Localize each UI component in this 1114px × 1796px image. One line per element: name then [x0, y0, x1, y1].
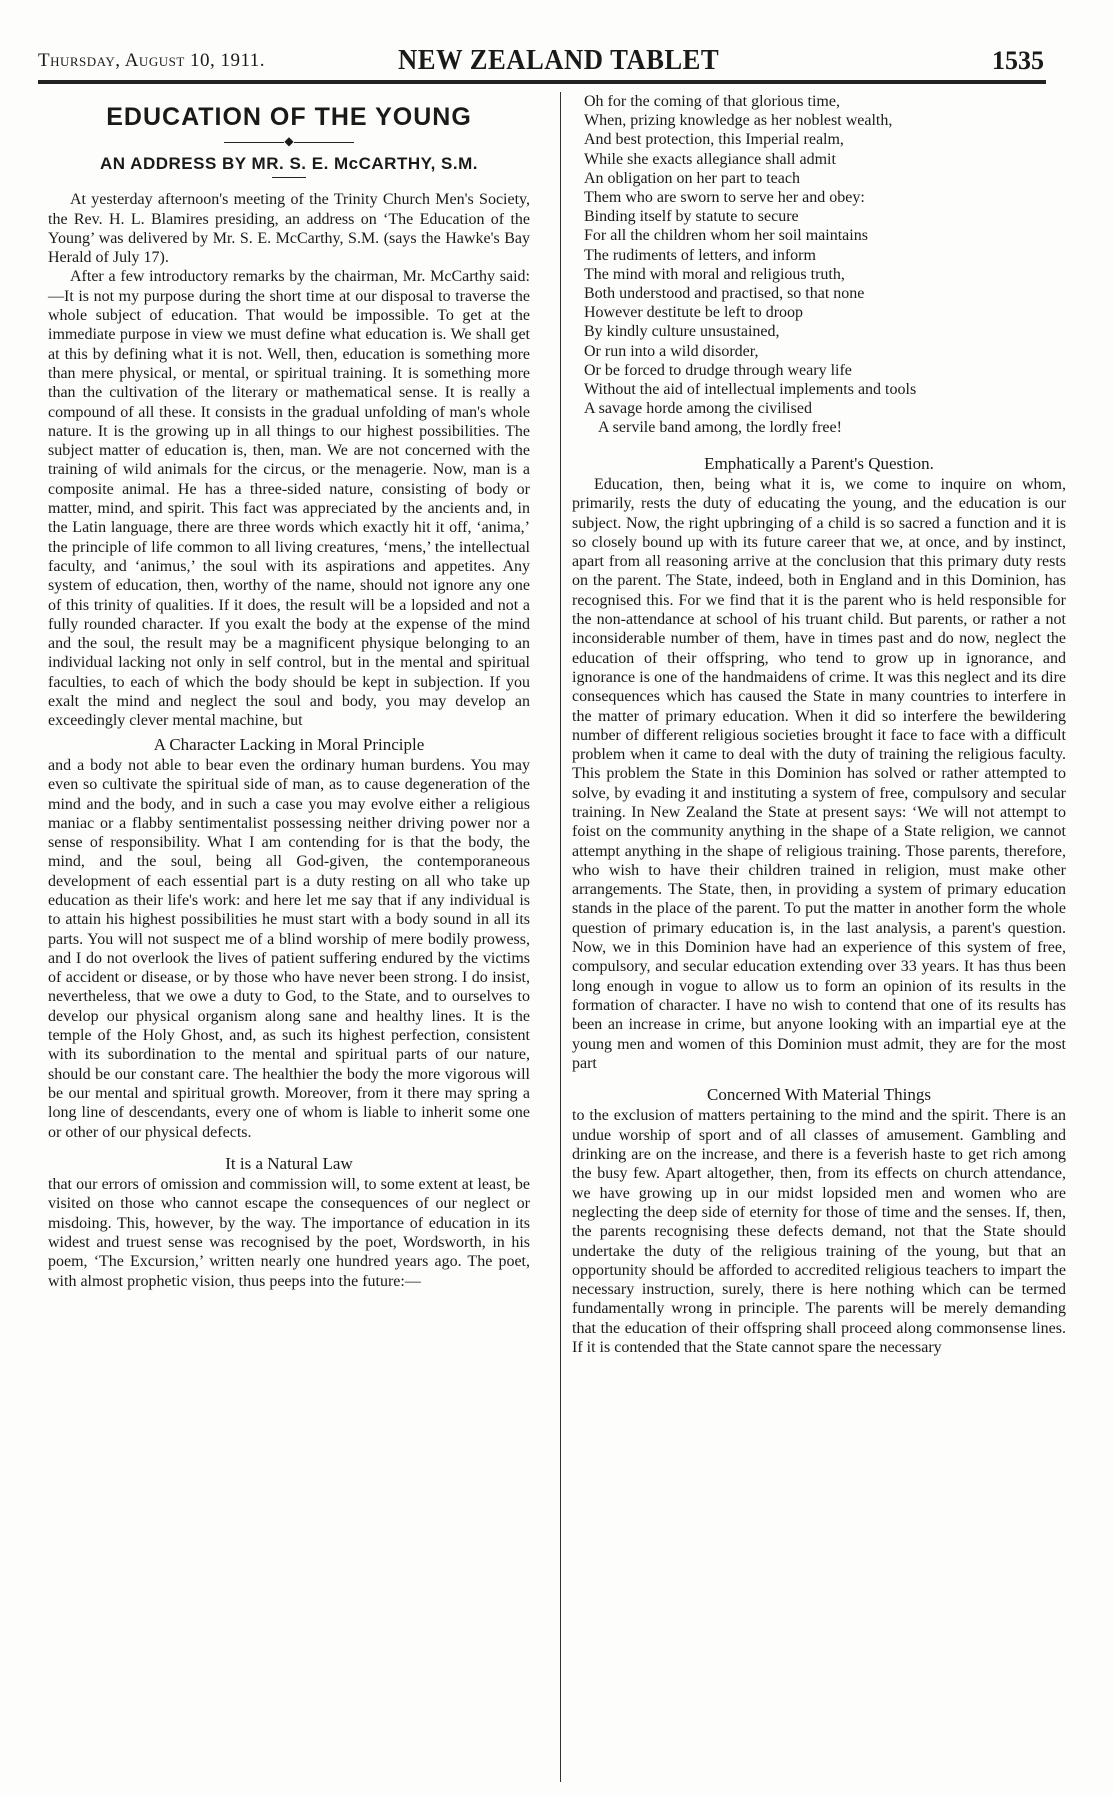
paragraph-material-things: to the exclusion of matters pertaining to the mind and the spirit. There is an undue worship of sport and of all classes of amusement. Gambling and drinking are on the increase, and there is a feverish haste to get rich among the busy few. Apart altogether, then, from its effects on church attendance, we have growing up in our midst lopsided men and women who are neglecting the deep side of eternity for those of time and the senses. If, then, the parents recognising these defects demand, not that the State should undertake the duty of the religious training of the young, but that an opportunity should be afforded to accredited religious teachers to impart the necessary instruction, surely, there is here nothing which can be termed fundamentally wrong in principle. The parents will be merely demanding that the education of their offspring shall proceed along commonsense lines. If it is contended that the State cannot spare the necessary [572, 1107, 1066, 1357]
article-subtitle: AN ADDRESS BY MR. S. E. McCARTHY, S.M. [100, 154, 478, 173]
subtitle-rule [272, 177, 306, 178]
poem-line: By kindly culture unsustained, [584, 323, 780, 341]
paragraph-parents-question: Education, then, being what it is, we come to inquire on whom, primarily, rests the duty of educating the young, and the education is our subject. Now, the right upbringing of a child is so sacred a function and it is so closely bound up with its future career that we, at once, and by instinct, apart from all reasoning arrive at the conclusion that this primary duty rests on the parent. The State, indeed, both in England and in this Dominion, has recognised this. For we find that it is the parent who is held responsible for the non-attendance at school of his truant child. But parents, or rather a not inconsiderable number of them, have in times past and do now, neglect the education of their offspring, who tend to grow up in ignorance, and ignorance is one of the handmaidens of crime. It was this neglect and its dire consequences which has caused the State in many countries to interfere in the matter of primary education. When it did so interfere the bewildering number of different religious societies brought it face to face with a difficult problem when it came to deal with the duty of training the religious faculty. This problem the State in this Dominion has solved or rather attempted to solve, by evading it and instituting a system of free, compulsory and secular training. In New Zealand the State at present says: ‘We will not attempt to foist on the community anything in the shape of a State religion, we cannot attempt anything in the shape of religious training. Those parents, therefore, who wish to have their children trained in religion, must make other arrangements. The State, then, in providing a system of primary education stands in the place of the parent. To put the matter in another form the whole question of primary education is, in the last analysis, a parent's question. Now, we in this Dominion have had an experience of this system of free, compulsory, and secular education extending over 33 years. It has thus been long enough in vogue to allow us to form an opinion of its results in the formation of character. I have no wish to contend that one of its results has been an increase in crime, but anyone looking with an impartial eye at the young men and women of this Dominion must admit, they are for the most part [572, 475, 1066, 1072]
paragraph-definition: After a few introductory remarks by the chairman, Mr. McCarthy said:—It is not my purpose during the short time at our disposal to traverse the whole subject of education. That would be impossible. To get at the immediate purpose in view we must define what education is. We shall get at this by defining what it is not. Well, then, education is something more than mere physical, or mental, or spiritual training. It is something more than the cultivation of the literary or mathematical sense. It is really a compound of all these. It consists in the gradual unfolding of man's whole nature. It is the growing up in all things to our highest possibilities. The subject matter of education is, then, man. We are not concerned with the training of wild animals for the circus, or the menagerie. Now, man is a composite animal. He has a three-sided nature, consisting of body or matter, mind, and spirit. This fact was appreciated by the ancients and, in the Latin language, there are three words which exactly hit it off, ‘anima,’ the principle of life common to all living creatures, ‘mens,’ the intellectual faculty, and ‘animus,’ the soul with its aspirations and appetites. Any system of education, then, worthy of the name, should not ignore any one of this trinity of qualities. If it does, the result will be a lopsided and not a fully rounded character. If you exalt the body at the expense of the mind and the soul, the result may be a magnificent physique belonging to an individual lacking not only in self control, but in the mental and spiritual faculties, to each of which the body should be kept in subjection. If you exalt the mind and neglect the soul and body, you may develop an exceedingly clever mental machine, but [48, 268, 530, 730]
subhead-material-things: Concerned With Material Things [707, 1085, 931, 1105]
poem-line: When, prizing knowledge as her noblest wealth, [584, 112, 893, 130]
subhead-parents-question: Emphatically a Parent's Question. [704, 453, 934, 473]
right-column [572, 92, 1066, 1357]
subhead-character-lacking: A Character Lacking in Moral Principle [153, 734, 425, 754]
page-number: 1535 [992, 46, 1044, 75]
poem-line: However destitute be left to droop [584, 304, 804, 322]
wordsworth-poem [572, 92, 1066, 438]
poem-line: An obligation on her part to teach [584, 169, 800, 187]
ornament-diamond: ◆ [284, 134, 294, 148]
left-column [48, 92, 530, 1291]
poem-line: Without the aid of intellectual implements and tools [584, 381, 917, 399]
poem-line: A servile band among, the lordly free! [598, 419, 842, 437]
issue-date: Thursday, August 10, 1911. [38, 50, 266, 71]
poem-line: For all the children whom her soil maintains [584, 227, 868, 245]
newspaper-title: NEW ZEALAND TABLET [398, 44, 720, 76]
paragraph-natural-law: that our errors of omission and commission will, to some extent at least, be visited on those who cannot escape the consequences of our neglect or misdoing. This, however, by the way. The importance of education in its widest and truest sense was recognised by the poet, Wordsworth, in his poem, ‘The Excursion,’ written nearly one hundred years ago. The poet, with almost prophetic vision, thus peeps into the future:— [48, 1176, 530, 1290]
poem-line: Or be forced to drudge through weary life [584, 361, 852, 379]
poem-line: Oh for the coming of that glorious time, [584, 93, 840, 110]
paragraph-intro: At yesterday afternoon's meeting of the Trinity Church Men's Society, the Rev. H. L. Blamires presiding, an address on ‘The Education of the Young’ was delivered by Mr. S. E. McCarthy, S.M. (says the Hawke's Bay Herald of July 17). [48, 191, 530, 267]
masthead [38, 44, 1046, 82]
column-divider [560, 92, 561, 1782]
poem-line: Or run into a wild disorder, [584, 342, 759, 360]
poem-line: And best protection, this Imperial realm, [584, 131, 844, 149]
poem-line: Both understood and practised, so that none [584, 285, 865, 303]
poem-line: The rudiments of letters, and inform [584, 246, 816, 264]
article-title: EDUCATION OF THE YOUNG [106, 103, 472, 131]
masthead-rule [38, 80, 1046, 84]
poem-line: While she exacts allegiance shall admit [584, 150, 836, 168]
poem-line: A savage horde among the civilised [584, 400, 812, 418]
title-ornament [48, 134, 530, 148]
subhead-natural-law: It is a Natural Law [225, 1153, 353, 1173]
paragraph-body-mind-soul: and a body not able to bear even the ordinary human burdens. You may even so cultivate the spiritual side of man, as to cause degeneration of the mind and the body, and in such a case you may evolve either a religious maniac or a flabby sentimentalist possessing neither driving power nor a sense of responsibility. What I am contending for is that the body, the mind, and the soul, being all God-given, the contemporaneous development of each essential part is a duty resting on all who take up education as their life's work: and here let me say that if any individual is to attain his highest possibilities he must start with a body sound in all its parts. You will not suspect me of a blind worship of mere bodily prowess, and I do not overlook the lives of patient suffering endured by the victims of accident or disease, or by those who have never been strong. I do insist, nevertheless, that we owe a duty to God, to the State, and to ourselves to develop our physical organism along sane and healthy lines. It is the temple of the Holy Ghost, and, as such its highest perfection, consistent with its subordination to the mental and spiritual parts of our nature, should be our constant care. The healthier the body the more vigorous will be our mental and spiritual growth. Moreover, from it there may spring a long line of descendants, every one of whom is liable to inherit some one or other of our physical defects. [48, 756, 530, 1141]
poem-line: The mind with moral and religious truth, [584, 265, 845, 283]
poem-line: Binding itself by statute to secure [584, 208, 799, 226]
poem-line: Them who are sworn to serve her and obey: [584, 189, 865, 207]
